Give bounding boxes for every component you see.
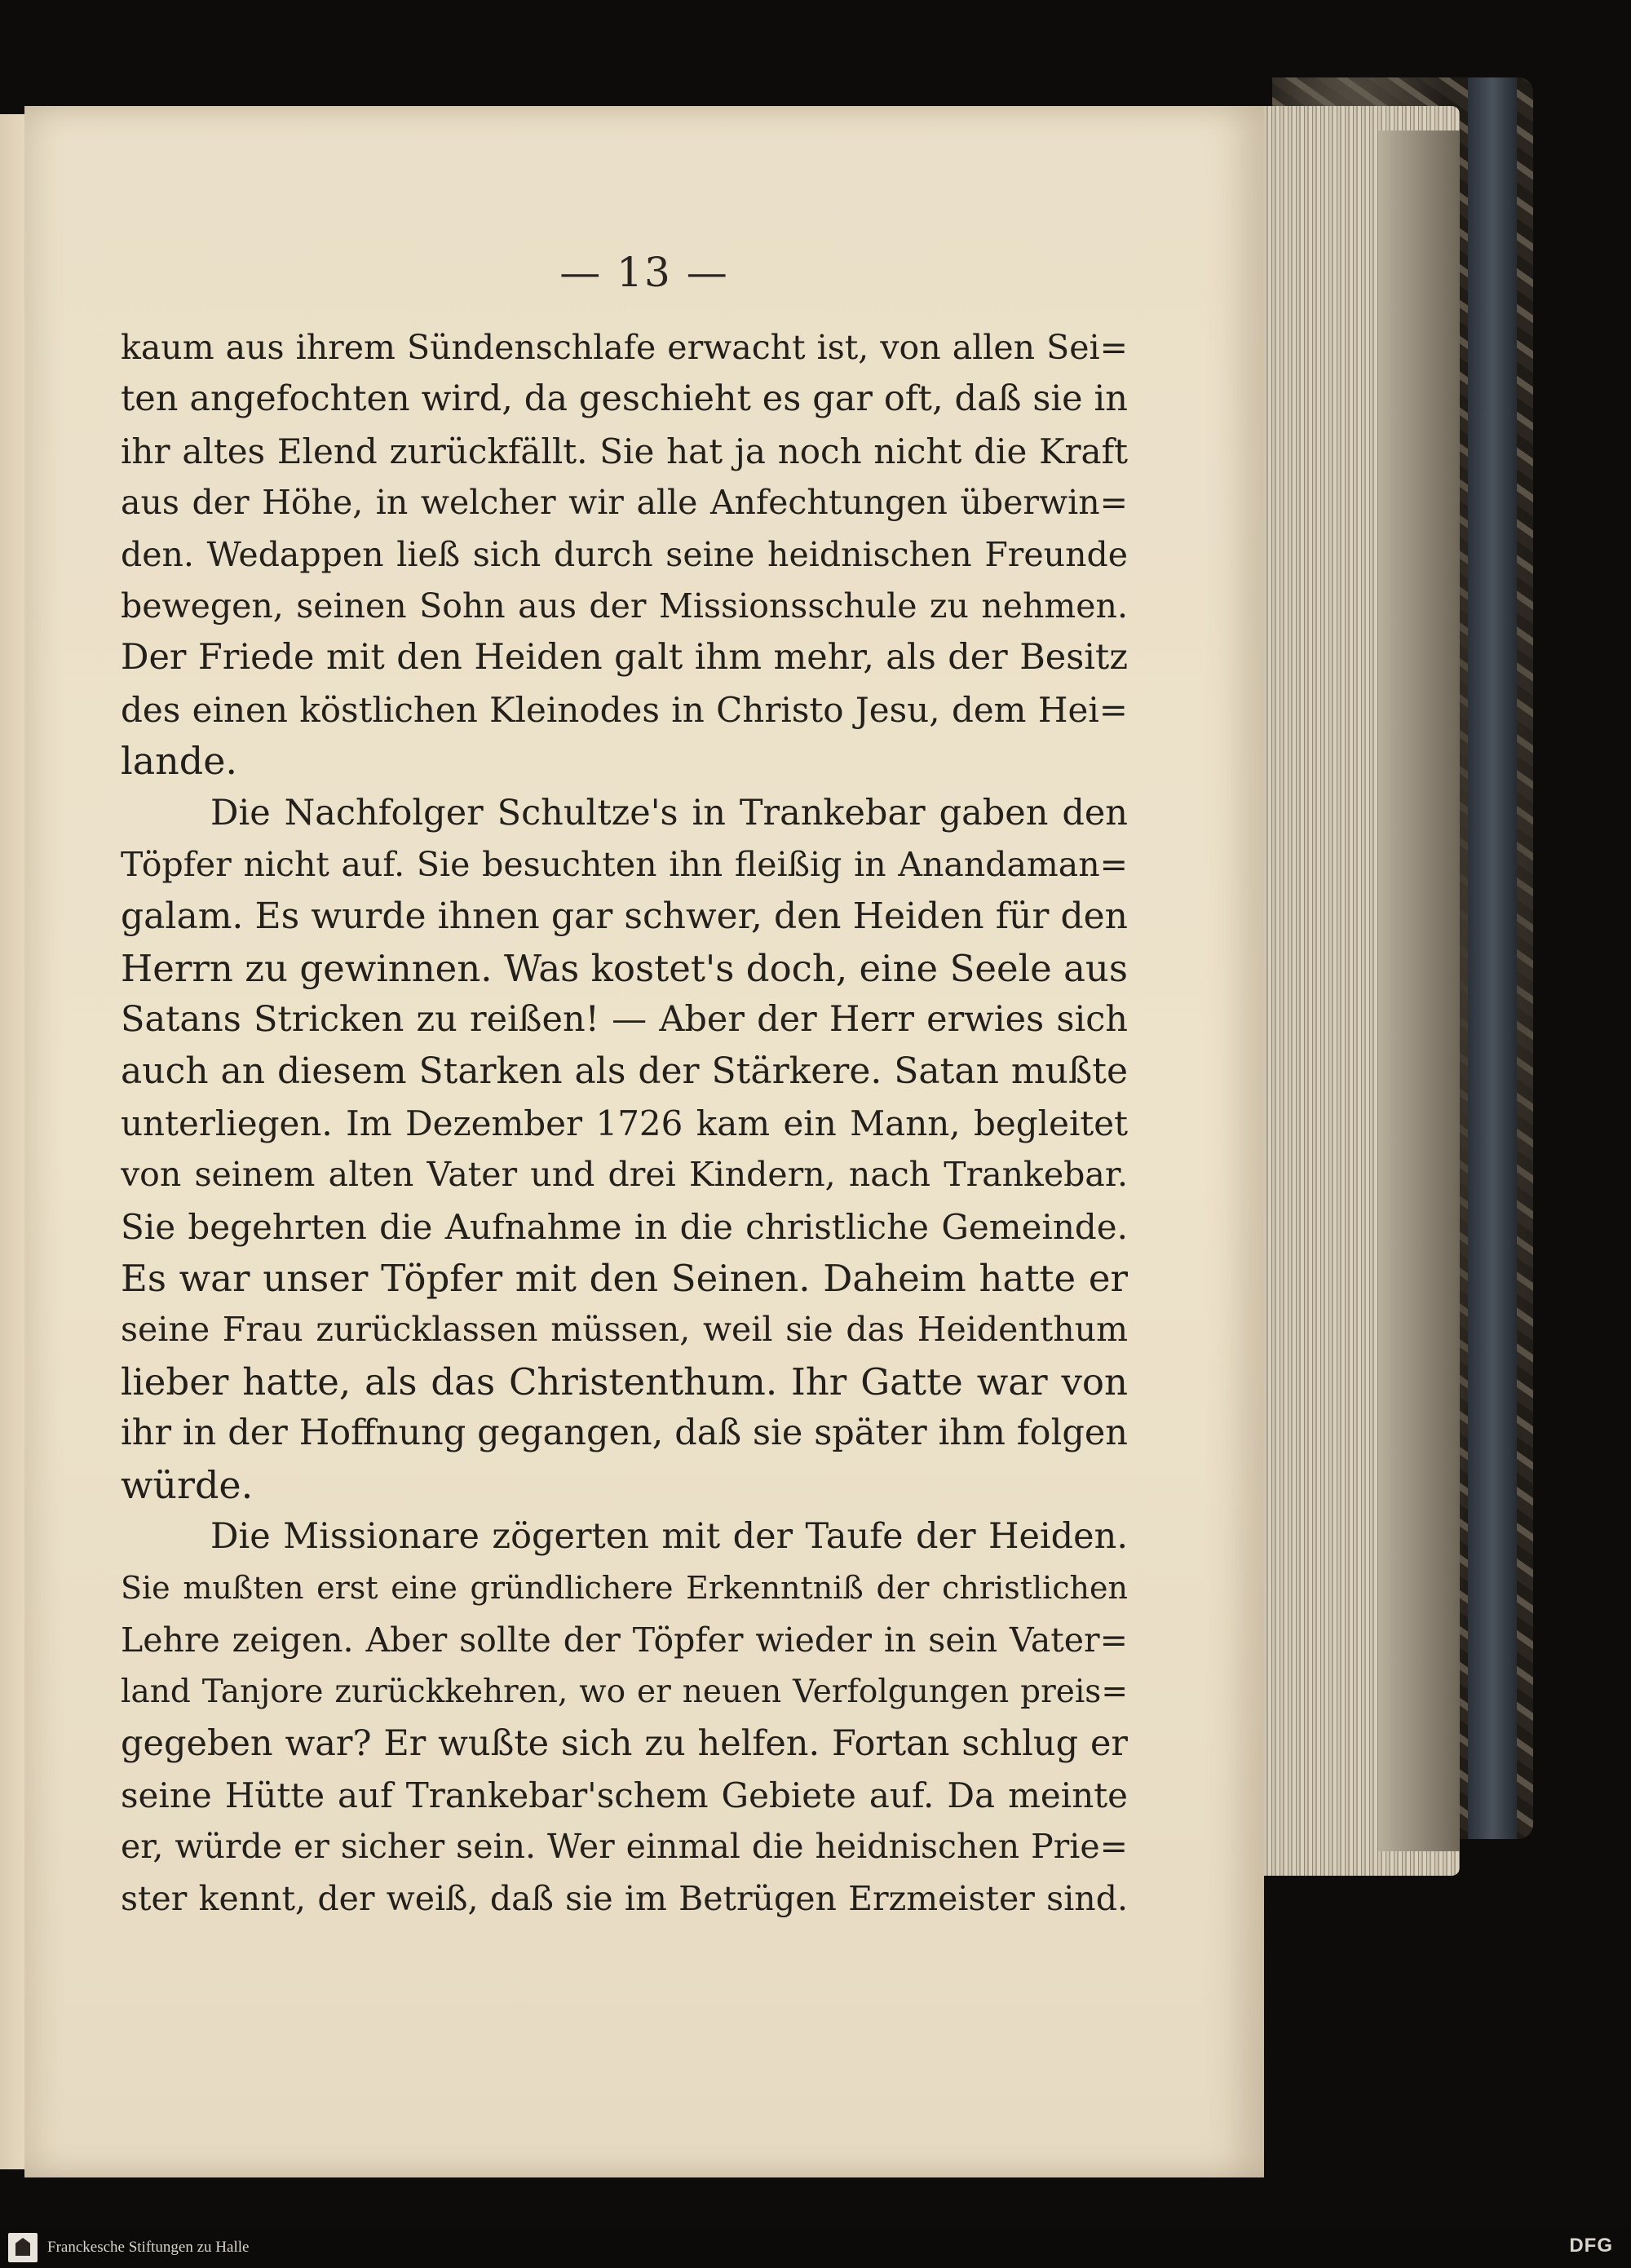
book-page <box>24 106 1264 2177</box>
text-line: gegeben war? Er wußte sich zu helfen. Fortan schlug er <box>121 1722 1128 1764</box>
text-line: Satans Stricken zu reißen! — Aber der Herr erwies sich <box>121 999 1128 1041</box>
text-line: Töpfer nicht auf. Sie besuchten ihn fleißig in Anandaman= <box>121 844 1128 884</box>
cover-edge <box>1468 77 1517 1839</box>
text-line: Die Nachfolger Schultze's in Trankebar gaben den <box>210 792 1128 833</box>
text-line: auch an diesem Starken als der Stärkere. Satan mußte <box>121 1050 1128 1093</box>
text-line: Der Friede mit den Heiden galt ihm mehr, als der Besitz <box>121 637 1128 679</box>
text-line: land Tanjore zurückkehren, wo er neuen Verfolgungen preis= <box>121 1673 1128 1711</box>
text-line: seine Hütte auf Trankebar'schem Gebiete auf. Da meinte <box>121 1775 1128 1815</box>
text-line: aus der Höhe, in welcher wir alle Anfechtungen überwin= <box>121 483 1128 523</box>
text-line: Es war unser Töpfer mit den Seinen. Daheim hatte er <box>121 1257 1128 1301</box>
text-line: des einen köstlichen Kleinodes in Christo Jesu, dem Hei= <box>121 689 1128 730</box>
text-line: seine Frau zurücklassen müssen, weil sie das Heidenthum <box>121 1310 1128 1350</box>
text-line: ster kennt, der weiß, daß sie im Betrügen Erzmeister sind. <box>121 1878 1128 1918</box>
dfg-logo: DFG <box>1569 2235 1613 2257</box>
text-line: unterliegen. Im Dezember 1726 kam ein Mann, begleitet <box>121 1103 1128 1143</box>
body-text <box>121 322 1128 1925</box>
text-line: galam. Es wurde ihnen gar schwer, den Heiden für den <box>121 895 1128 938</box>
text-line: ten angefochten wird, da geschieht es gar oft, daß sie in <box>121 378 1128 420</box>
page-number: — 13 — <box>559 249 729 296</box>
text-line: würde. <box>121 1462 254 1507</box>
text-line: lande. <box>121 739 238 784</box>
text-line: von seinem alten Vater und drei Kindern, nach Trankebar. <box>121 1155 1128 1195</box>
foundation-building-icon <box>8 2233 38 2262</box>
page-stack-edge <box>1256 106 1460 1876</box>
text-line: den. Wedappen ließ sich durch seine heidnischen Freunde <box>121 534 1128 574</box>
text-line: Sie mußten erst eine gründlichere Erkenntniß der christlichen <box>121 1570 1128 1607</box>
text-line: Herrn zu gewinnen. Was kostet's doch, eine Seele aus <box>121 946 1128 990</box>
text-line: ihr in der Hoffnung gegangen, daß sie später ihm folgen <box>121 1413 1128 1454</box>
text-line: Sie begehrten die Aufnahme in die christliche Gemeinde. <box>121 1206 1128 1247</box>
text-line: kaum aus ihrem Sündenschlafe erwacht ist, von allen Sei= <box>121 328 1128 367</box>
text-line: lieber hatte, als das Christenthum. Ihr Gatte war von <box>121 1359 1128 1404</box>
text-line: Die Missionare zögerten mit der Taufe der Heiden. <box>210 1515 1128 1557</box>
institution-name: Franckesche Stiftungen zu Halle <box>47 2239 250 2256</box>
text-line: bewegen, seinen Sohn aus der Missionsschule zu nehmen. <box>121 586 1128 626</box>
viewer-footer <box>0 2226 1631 2268</box>
text-line: Lehre zeigen. Aber sollte der Töpfer wieder in sein Vater= <box>121 1620 1128 1660</box>
text-line: er, würde er sicher sein. Wer einmal die heidnischen Prie= <box>121 1827 1128 1867</box>
text-line: ihr altes Elend zurückfällt. Sie hat ja noch nicht die Kraft <box>121 431 1128 471</box>
